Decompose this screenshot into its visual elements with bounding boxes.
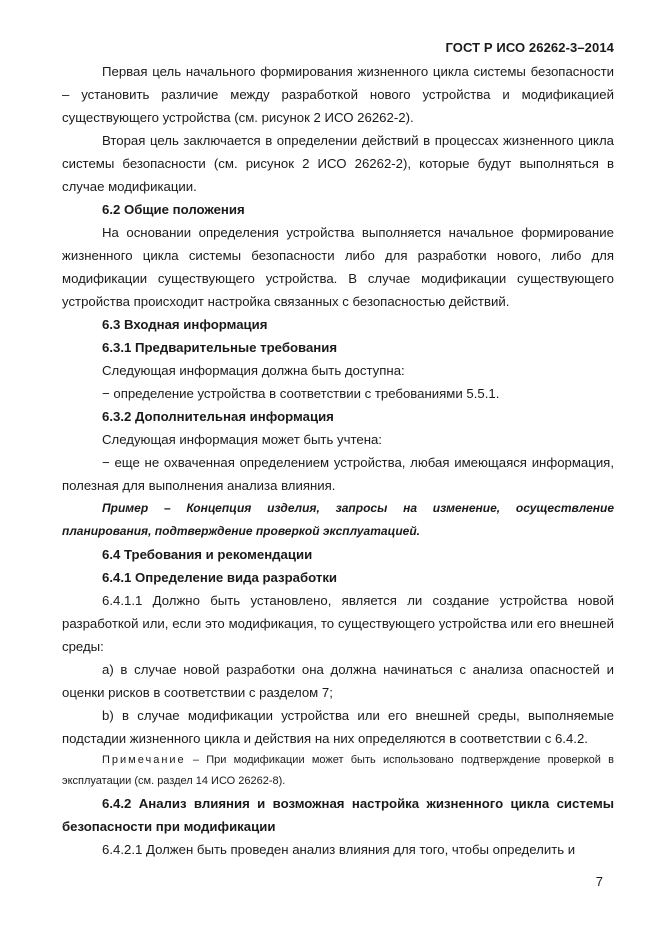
paragraph: Следующая информация может быть учтена: [102, 432, 382, 447]
list-item: − еще не охваченная определением устройства, любая имеющаяся информация, полезная для выполнения анализа влияния. [62, 455, 614, 493]
section-heading: 6.2 Общие положения [102, 202, 245, 217]
document-body [62, 60, 614, 861]
subsection-heading: 6.4.1 Определение вида разработки [102, 570, 338, 585]
subsection-heading: 6.3.1 Предварительные требования [102, 340, 338, 355]
subsection-heading: 6.4.2 Анализ влияния и возможная настройка жизненного цикла системы безопасности при модификации [62, 796, 614, 834]
subsection-heading: 6.3.2 Дополнительная информация [102, 409, 334, 424]
paragraph: На основании определения устройства выполняется начальное формирование жизненного цикла системы безопасности либо для разработки нового, либо для модификации существующего устройства. В случае модификации существующего устройства происходит настройка связанных с безопасностью действий. [62, 225, 614, 309]
page-header: ГОСТ Р ИСО 26262-3–2014 [445, 40, 614, 55]
section-heading: 6.3 Входная информация [102, 317, 268, 332]
list-item: b) в случае модификации устройства или его внешней среды, выполняемые подстадии жизненного цикла и действия на них определяются в соответствии с 6.4.2. [62, 708, 614, 746]
paragraph: Первая цель начального формирования жизненного цикла системы безопасности – установить различие между разработкой нового устройства и модификацией существующего устройства (см. рисунок 2 ИСО 26262-2). [62, 64, 614, 125]
list-item: − определение устройства в соответствии с требованиями 5.5.1. [102, 386, 500, 401]
page-number: 7 [595, 874, 603, 889]
paragraph: Вторая цель заключается в определении действий в процессах жизненного цикла системы безопасности (см. рисунок 2 ИСО 26262-2), которые будут выполняться в случае модификации. [62, 133, 614, 194]
note-label: Примечание [102, 754, 186, 766]
note [62, 750, 614, 792]
note-text: – При модификации может быть использовано подтверждение проверкой в эксплуатации (см. раздел 14 ИСО 26262-8). [62, 754, 614, 787]
paragraph: Следующая информация должна быть доступна: [102, 363, 405, 378]
section-heading: 6.4 Требования и рекомендации [102, 547, 313, 562]
paragraph: 6.4.1.1 Должно быть установлено, является ли создание устройства новой разработкой или, если это модификация, то существующего устройства или его внешней среды: [62, 593, 614, 654]
list-item: a) в случае новой разработки она должна начинаться с анализа опасностей и оценки рисков в соответствии с разделом 7; [62, 662, 614, 700]
paragraph: 6.4.2.1 Должен быть проведен анализ влияния для того, чтобы определить и [102, 842, 576, 857]
example-text: Пример – Концепция изделия, запросы на изменение, осуществление планирования, подтверждение проверкой эксплуатацией. [62, 501, 614, 538]
